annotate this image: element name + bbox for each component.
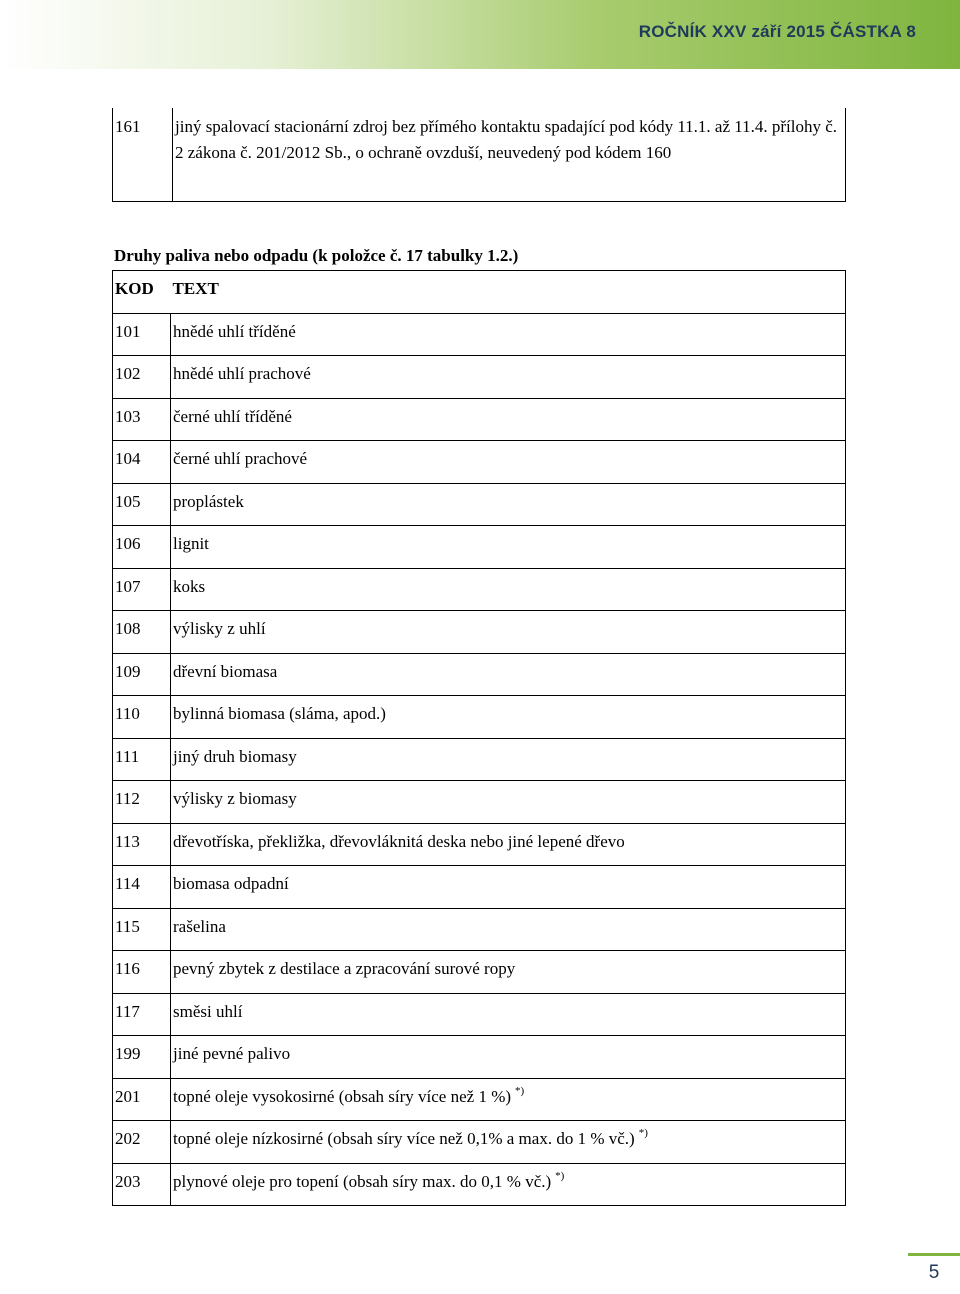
row-code: 161 — [113, 108, 173, 201]
top-table — [112, 108, 846, 202]
table-row — [113, 951, 846, 994]
table-row — [113, 1036, 846, 1079]
row-text-value: biomasa odpadní — [173, 874, 289, 893]
row-text — [171, 653, 846, 696]
row-code: 101 — [113, 313, 171, 356]
table-row — [113, 993, 846, 1036]
row-text-value: výlisky z uhlí — [173, 619, 266, 638]
col-header-code: KOD — [113, 271, 171, 314]
section-title: Druhy paliva nebo odpadu (k položce č. 17 tabulky 1.2.) — [114, 246, 519, 265]
table-row — [113, 1121, 846, 1164]
row-text — [171, 908, 846, 951]
row-text — [171, 866, 846, 909]
row-text-value: černé uhlí prachové — [173, 449, 308, 468]
table-row — [113, 738, 846, 781]
footnote-marker: *) — [638, 1127, 648, 1139]
fuel-code-table — [112, 270, 846, 1206]
row-code: 199 — [113, 1036, 171, 1079]
table-row — [113, 568, 846, 611]
table-row — [113, 483, 846, 526]
table-row — [113, 781, 846, 824]
row-text — [171, 993, 846, 1036]
table-row — [113, 823, 846, 866]
row-code: 201 — [113, 1078, 171, 1121]
row-text-value: dřevotříska, překližka, dřevovláknitá deska nebo jiné lepené dřevo — [173, 831, 625, 851]
row-text — [171, 398, 846, 441]
row-code: 110 — [113, 696, 171, 739]
row-text — [171, 483, 846, 526]
row-code: 117 — [113, 993, 171, 1036]
row-text — [171, 1121, 846, 1164]
row-code: 106 — [113, 526, 171, 569]
row-text — [171, 951, 846, 994]
row-code: 113 — [113, 823, 171, 866]
row-text-value: výlisky z biomasy — [173, 789, 297, 808]
row-text-value: topné oleje nízkosirné (obsah síry více než 0,1% a max. do 1 % vč.) — [173, 1129, 635, 1148]
row-text-value: dřevní biomasa — [173, 661, 278, 681]
table-row — [113, 1163, 846, 1206]
row-code: 115 — [113, 908, 171, 951]
row-text-value: jiné pevné palivo — [173, 1044, 291, 1063]
footnote-marker: *) — [555, 1169, 565, 1182]
row-text-value: bylinná biomasa (sláma, apod.) — [173, 704, 386, 723]
table-row — [113, 526, 846, 569]
row-code: 112 — [113, 781, 171, 824]
row-text-value: plynové oleje pro topení (obsah síry max. do 0,1 % vč.) — [173, 1171, 552, 1191]
row-text-value: hnědé uhlí tříděné — [173, 321, 296, 341]
table-row — [113, 313, 846, 356]
table-header-row — [113, 271, 846, 314]
row-text — [171, 1078, 846, 1121]
row-text-value: černé uhlí tříděné — [173, 406, 292, 426]
table-row — [113, 696, 846, 739]
row-text-value: pevný zbytek z destilace a zpracování surové ropy — [173, 959, 516, 978]
row-text — [171, 356, 846, 399]
row-text — [171, 611, 846, 654]
row-text — [171, 441, 846, 484]
row-code: 107 — [113, 568, 171, 611]
table-row — [113, 398, 846, 441]
row-text-value: topné oleje vysokosirné (obsah síry více než 1 %) — [173, 1086, 512, 1106]
table-row — [113, 356, 846, 399]
row-code: 102 — [113, 356, 171, 399]
row-text — [171, 738, 846, 781]
row-text-value: proplástek — [173, 491, 244, 511]
row-code: 202 — [113, 1121, 171, 1164]
row-text — [171, 1163, 846, 1206]
row-text-value: koks — [173, 576, 206, 596]
row-text — [171, 781, 846, 824]
row-text-value: směsi uhlí — [173, 1001, 243, 1021]
table-row — [113, 908, 846, 951]
col-header-text: TEXT — [171, 271, 846, 314]
row-text — [171, 696, 846, 739]
row-code: 105 — [113, 483, 171, 526]
table-row — [113, 611, 846, 654]
row-code: 103 — [113, 398, 171, 441]
row-text: jiný spalovací stacionární zdroj bez přímého kontaktu spadající pod kódy 11.1. až 11.4. přílohy č. 2 zákona č. 201/2012 Sb., o ochraně ovzduší, neuvedený pod kódem 160 — [175, 117, 838, 162]
table-row — [113, 866, 846, 909]
row-text — [171, 1036, 846, 1079]
row-code: 114 — [113, 866, 171, 909]
row-code: 203 — [113, 1163, 171, 1206]
row-text-value: rašelina — [173, 916, 226, 936]
row-text-value: hnědé uhlí prachové — [173, 364, 311, 383]
page-number: 5 — [928, 1262, 940, 1283]
table-row — [113, 653, 846, 696]
row-code: 116 — [113, 951, 171, 994]
page-number-box — [908, 1253, 960, 1294]
table-row — [113, 441, 846, 484]
row-code: 109 — [113, 653, 171, 696]
row-code: 111 — [113, 738, 171, 781]
row-text-value: lignit — [173, 534, 209, 553]
row-text — [171, 568, 846, 611]
header-title: ROČNÍK XXV září 2015 ČÁSTKA 8 — [638, 22, 916, 41]
row-text — [171, 823, 846, 866]
table-row — [113, 108, 846, 201]
row-code: 108 — [113, 611, 171, 654]
row-text-value: jiný druh biomasy — [173, 746, 297, 766]
row-code: 104 — [113, 441, 171, 484]
table-row — [113, 1078, 846, 1121]
footnote-marker: *) — [515, 1084, 525, 1097]
row-text — [171, 526, 846, 569]
header-bar — [0, 0, 960, 69]
row-text — [171, 313, 846, 356]
